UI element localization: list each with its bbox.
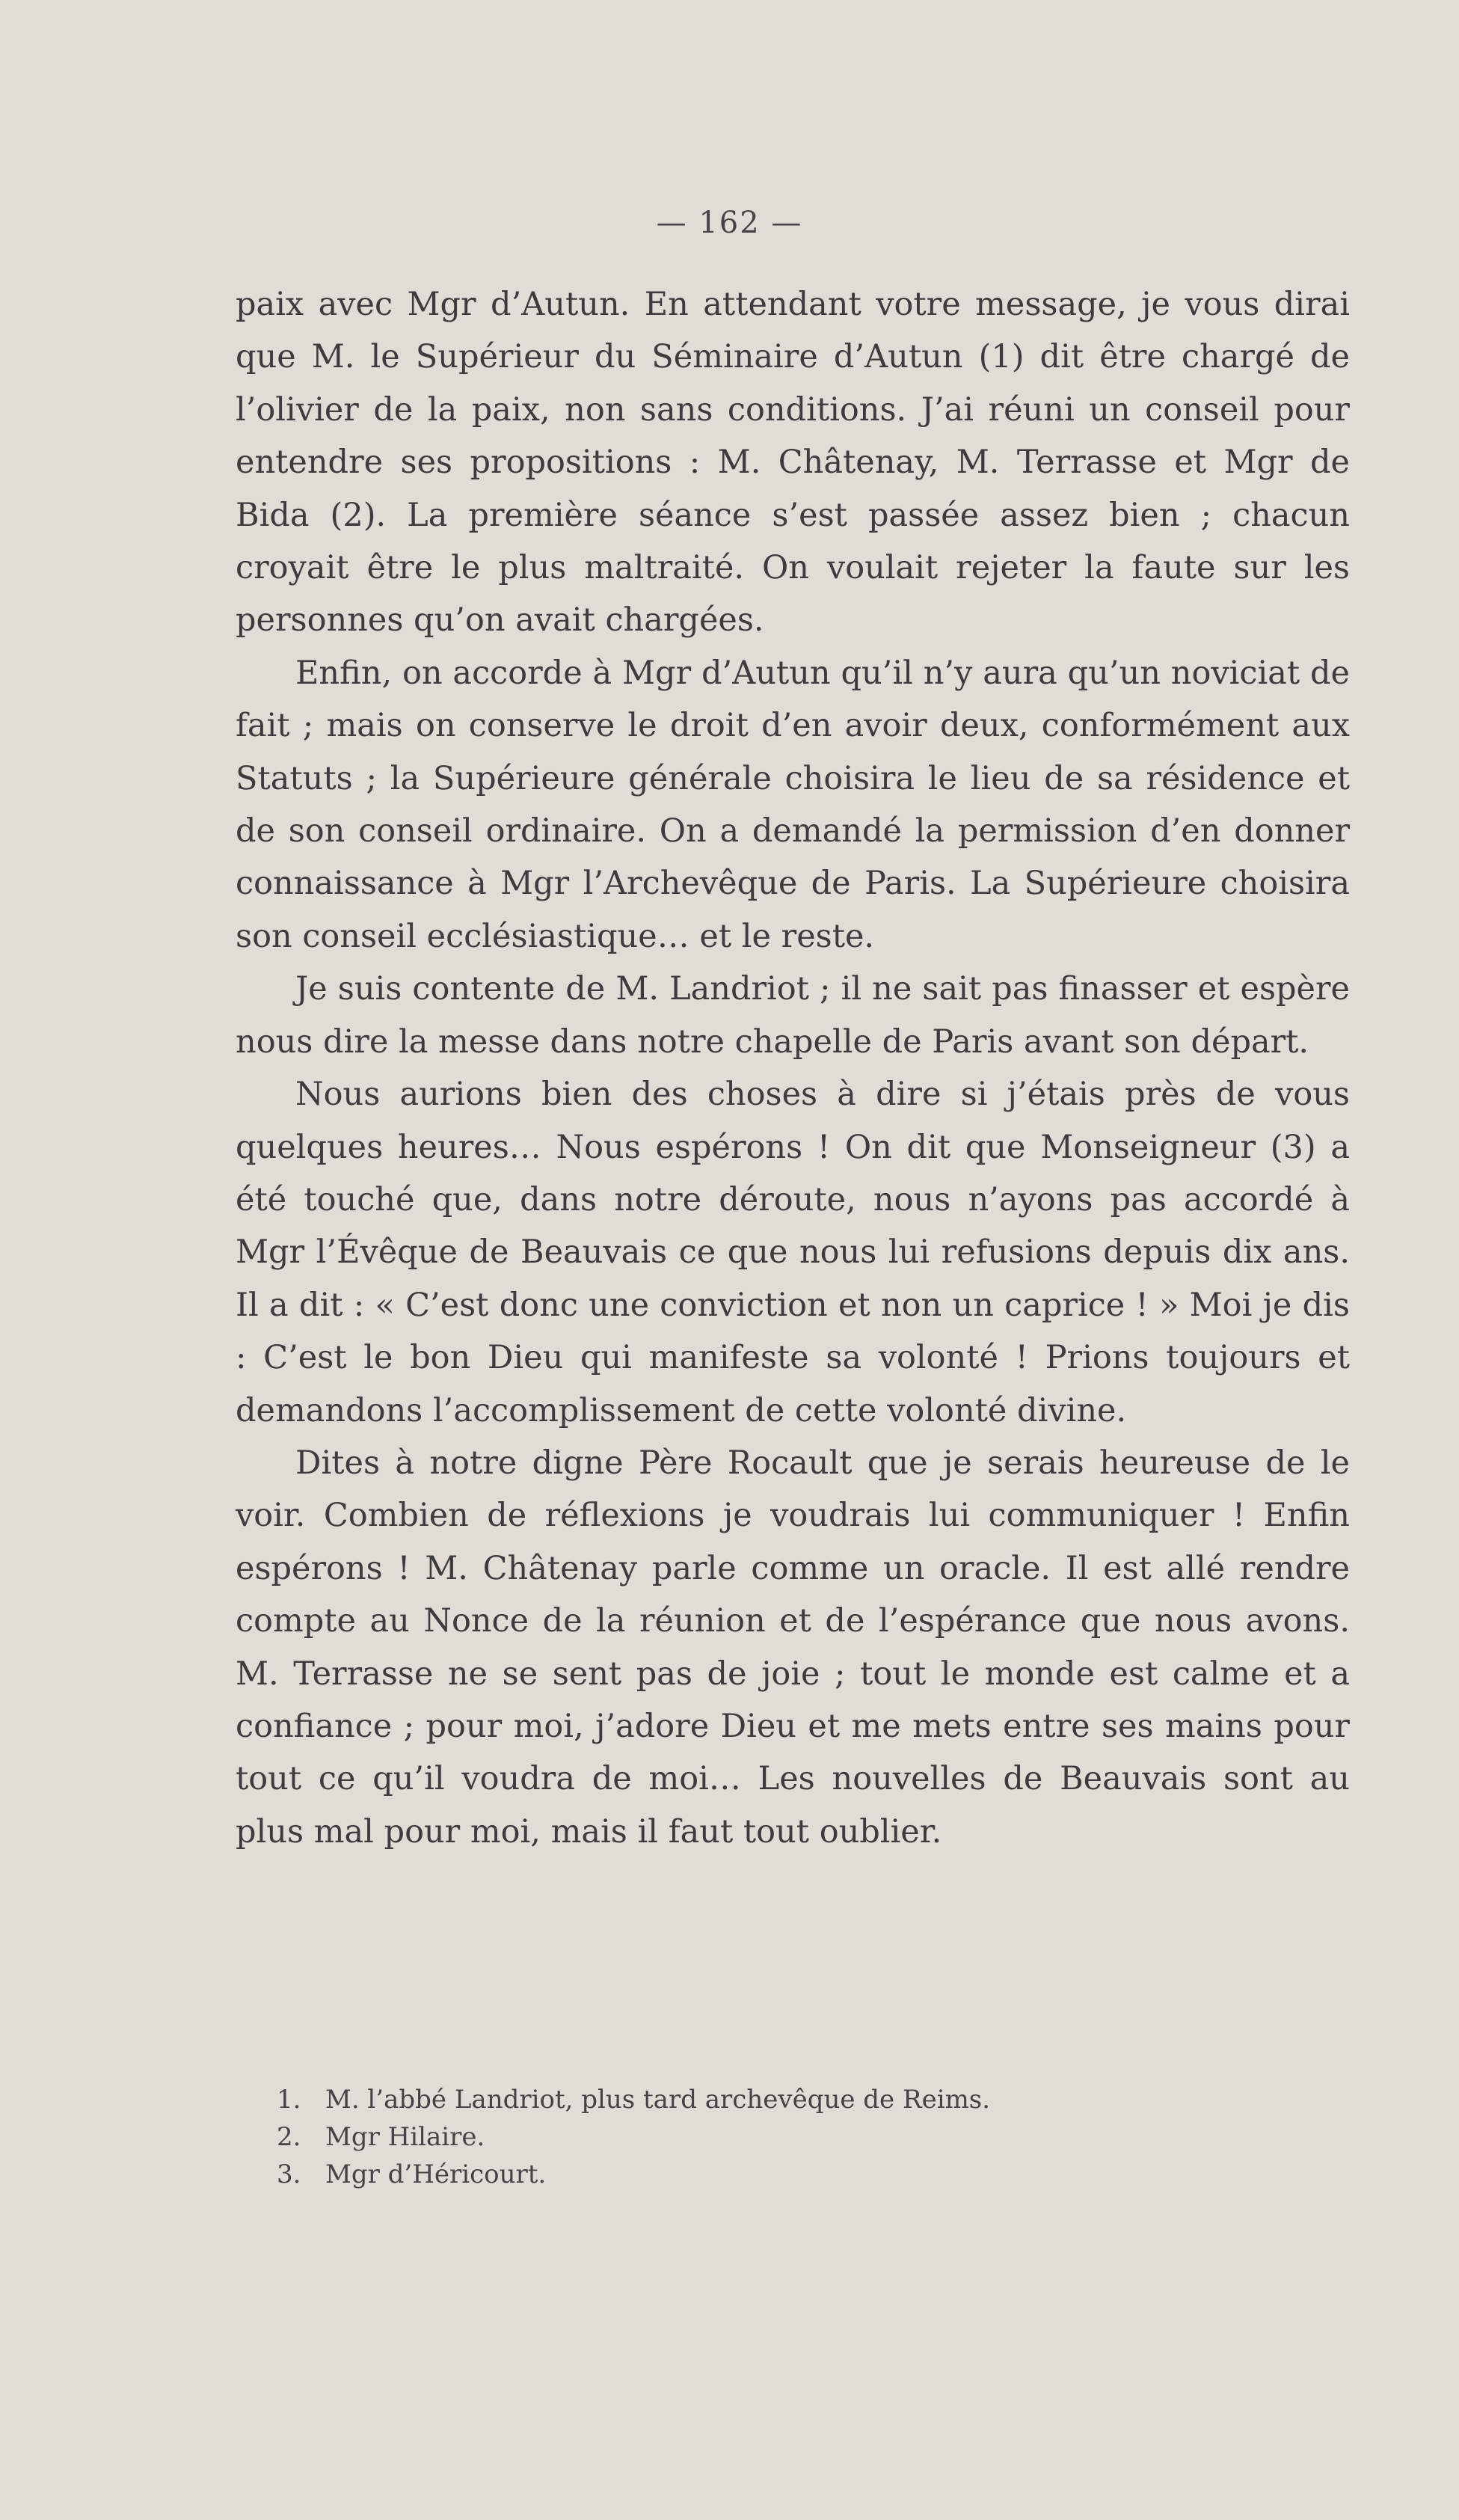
paragraph: Dites à notre digne Père Rocault que je serais heureuse de le voir. Combien de réflexions je voudrais lui communiquer ! Enfin espérons ! M. Châtenay parle comme un oracle. Il est allé rendre compte au Nonce de la réunion et de l’espérance que nous avons. M. Terrasse ne se sent pas de joie ; tout le monde est calme et a confiance ; pour moi, j’adore Dieu et me mets entre ses mains pour tout ce qu’il voudra de moi… Les nouvelles de Beauvais sont au plus mal pour moi, mais il faut tout oublier.	[236, 1444, 1350, 1851]
footnote-text: Mgr Hilaire.	[325, 2122, 485, 2152]
footnote	[277, 2081, 1324, 2118]
footnote	[277, 2156, 1324, 2193]
paragraph: Je suis contente de M. Landriot ; il ne sait pas finasser et espère nous dire la messe dans notre chapelle de Paris avant son départ.	[236, 970, 1350, 1061]
footnote-text: Mgr d’Héricourt.	[325, 2159, 547, 2189]
footnote-number: 3.	[277, 2159, 301, 2189]
footnotes	[277, 2081, 1324, 2193]
body-text	[236, 278, 1350, 1858]
paragraph: paix avec Mgr d’Autun. En attendant votre message, je vous dirai que M. le Supérieur du Séminaire d’Autun (1) dit être chargé de l’olivier de la paix, non sans conditions. J’ai réuni un conseil pour entendre ses propositions : M. Châtenay, M. Terrasse et Mgr de Bida (2). La première séance s’est passée assez bien ; chacun croyait être le plus maltraité. On voulait rejeter la faute sur les personnes qu’on avait chargées.	[236, 286, 1350, 640]
paragraph: Enfin, on accorde à Mgr d’Autun qu’il n’y aura qu’un noviciat de fait ; mais on conserve le droit d’en avoir deux, conformément aux Statuts ; la Supérieure générale choisira le lieu de sa résidence et de son conseil ordinaire. On a demandé la permission d’en donner connaissance à Mgr l’Archevêque de Paris. La Supérieure choisira son conseil ecclésiastique… et le reste.	[236, 654, 1350, 955]
paragraph: Nous aurions bien des choses à dire si j’étais près de vous quelques heures… Nous espérons ! On dit que Monseigneur (3) a été touché que, dans notre déroute, nous n’ayons pas accordé à Mgr l’Évêque de Beauvais ce que nous lui refusions depuis dix ans. Il a dit : « C’est donc une conviction et non un caprice ! » Moi je dis : C’est le bon Dieu qui manifeste sa volonté ! Prions toujours et demandons l’accomplissement de cette volonté divine.	[236, 1076, 1350, 1429]
footnote-number: 1.	[277, 2085, 301, 2115]
footnote	[277, 2118, 1324, 2156]
page-number: — 162 —	[656, 206, 803, 240]
footnote-number: 2.	[277, 2122, 301, 2152]
footnote-text: M. l’abbé Landriot, plus tard archevêque de Reims.	[325, 2085, 991, 2115]
